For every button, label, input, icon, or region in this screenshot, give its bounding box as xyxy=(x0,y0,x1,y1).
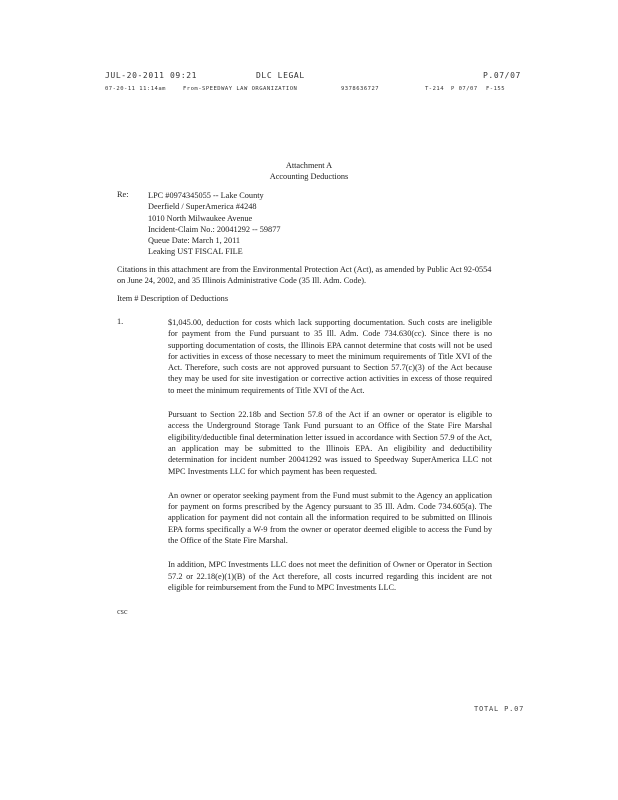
re-line: Queue Date: March 1, 2011 xyxy=(148,236,241,246)
fax-transmission: T-214 xyxy=(425,86,445,92)
re-line: 1010 North Milwaukee Avenue xyxy=(148,213,253,223)
title-line-1: Attachment A xyxy=(285,161,333,170)
item-header: Item # Description of Deductions xyxy=(117,294,229,303)
document-title xyxy=(0,160,618,182)
re-line: LPC #0974345055 -- Lake County xyxy=(148,191,264,200)
fax-date-time: JUL-20-2011 09:21 xyxy=(105,71,198,80)
fax-page: P 07/07 xyxy=(451,86,478,92)
item-paragraph: In addition, MPC Investments LLC does not meet the definition of Owner or Operator in Section 57.2 or 22.18(e)(1)(B) of the Act therefore, all costs incurred regarding this incident are not eligible for reimbursement from the Fund to MPC Investments LLC. xyxy=(168,560,492,592)
re-block xyxy=(148,190,281,258)
re-line: Incident-Claim No.: 20041292 -- 59877 xyxy=(148,224,281,234)
fax-page: P.07/07 xyxy=(483,71,521,80)
item-paragraph: Pursuant to Section 22.18b and Section 57.8 of the Act if an owner or operator is eligible to access the Underground Storage Tank Fund pursuant to an Office of the State Fire Marshal eligibility/deductible final determination letter issued in accordance with Section 57.9 of the Act, an application may be submitted to the Illinois EPA. An eligibility and deductibility determination for incident number 20041292 was issued to Speedway SuperAmerica LLC not MPC Investments LLC for which payment has been requested. xyxy=(168,410,492,476)
fax-date-time: 07-20-11 11:14am xyxy=(105,86,166,92)
item-paragraph: An owner or operator seeking payment from the Fund must submit to the Agency an application for payment on forms prescribed by the Agency pursuant to 35 Ill. Adm. Code 734.605(a). The application for payment did not contain all the information required to be submitted on Illinois EPA forms specifically a W-9 from the owner or operator deemed eligible to access the Fund by the Office of the State Fire Marshal. xyxy=(168,490,492,546)
item-paragraph: $1,045.00, deduction for costs which lack supporting documentation. Such costs are ineligible for payment from the Fund pursuant to 35 Ill. Adm. Code 734.630(cc). Since there is no supporting documentation of costs, the Illinois EPA cannot determine that costs will not be used for activities in excess of those necessary to meet the minimum requirements of Title XVI of the Act. Therefore, such costs are not approved pursuant to Section 57.7(c)(3) of the Act because they may be used for site investigation or corrective action activities in excess of those required to meet the minimum requirements of Title XVI of the Act. xyxy=(168,318,492,395)
fax-header-primary xyxy=(0,71,618,83)
title-line-2: Accounting Deductions xyxy=(269,172,349,181)
item-number: 1. xyxy=(117,317,124,326)
fax-total: TOTAL P.07 xyxy=(474,705,525,713)
fax-from: From-SPEEDWAY LAW ORGANIZATION xyxy=(183,86,298,92)
citations-paragraph: Citations in this attachment are from the Environmental Protection Act (Act), as amended by Public Act 92-0554 on June 24, 2002, and 35 Illinois Administrative Code (35 Ill. Adm. Code). xyxy=(117,265,492,286)
fax-header-secondary xyxy=(0,86,618,96)
re-line: Leaking UST FISCAL FILE xyxy=(148,247,243,257)
fax-number: 9378636727 xyxy=(341,86,380,92)
cc-initials: csc xyxy=(117,607,128,616)
re-line: Deerfield / SuperAmerica #4248 xyxy=(148,202,257,212)
fax-sender: DLC LEGAL xyxy=(256,71,305,80)
fax-id: F-155 xyxy=(486,86,506,92)
re-label: Re: xyxy=(117,190,129,199)
item-description xyxy=(168,317,492,606)
